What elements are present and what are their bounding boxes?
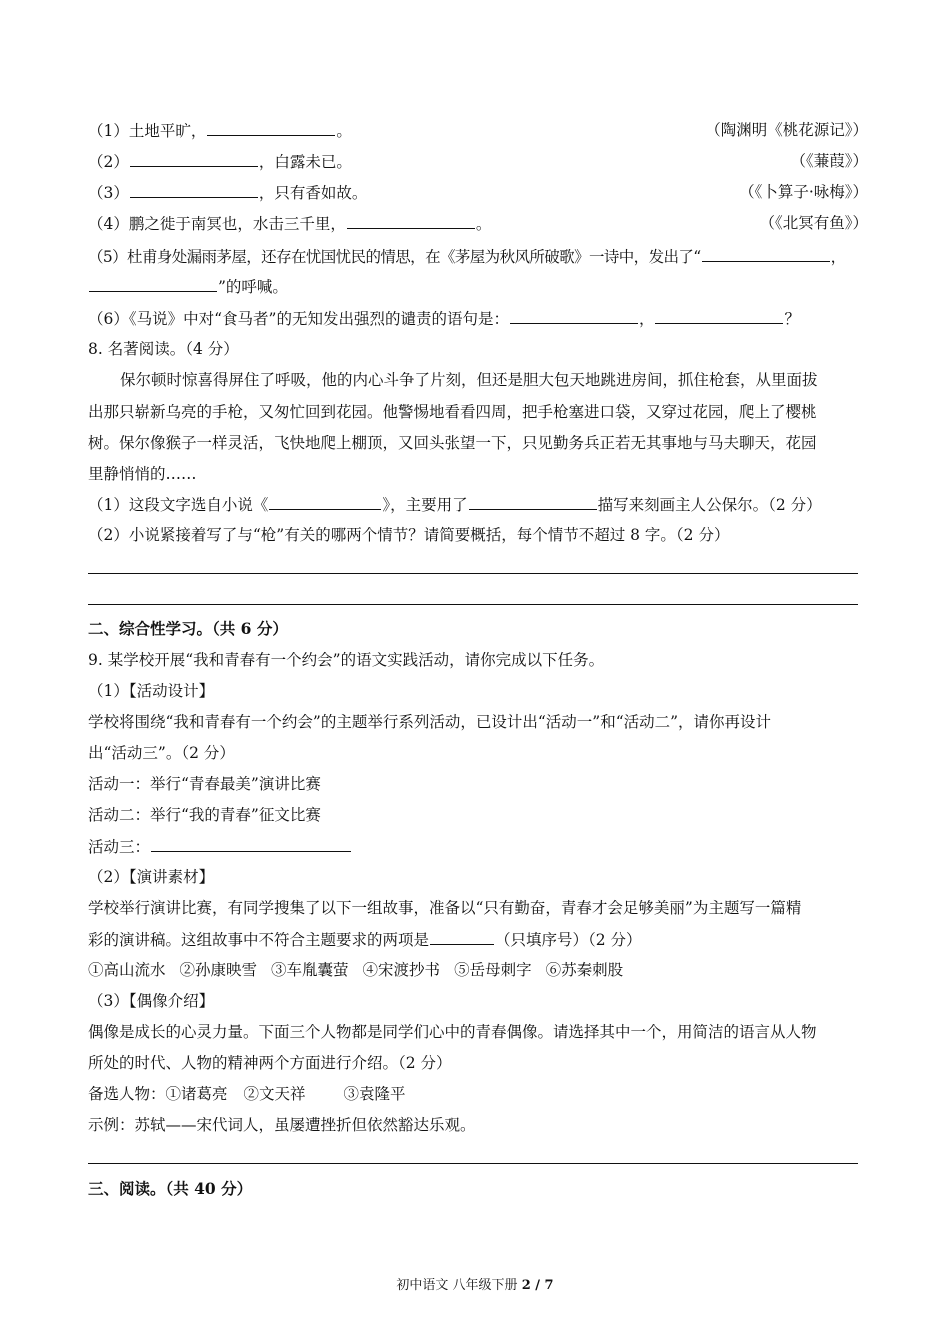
footer-text: 初中语文 八年级下册 [396, 1278, 522, 1293]
q8-passage-line: 里静悄悄的…… [88, 465, 197, 483]
q8-passage-line: 出那只崭新乌亮的手枪，又匆忙回到花园。他警惕地看看四周，把手枪塞进口袋，又穿过花园，爬上了樱桃 [88, 403, 817, 421]
q7-item-5-line2: ”的呼喊。 [88, 274, 868, 298]
story-item: ④宋渡抄书 [362, 961, 441, 979]
story-item: ①高山流水 [88, 961, 166, 979]
source-label: （《北冥有鱼》） [759, 214, 868, 232]
source-label: （陶渊明《桃花源记》） [705, 121, 868, 139]
answer-blank[interactable] [702, 244, 830, 262]
activity-3: 活动三： [88, 834, 868, 858]
part-label: （2）【演讲素材】 [88, 868, 215, 886]
candidate-item: ③袁隆平 [343, 1085, 406, 1103]
story-item: ②孙康映雪 [179, 961, 258, 979]
q7-item-3: （3） ，只有香如故。 （《卜算子·咏梅》） [88, 180, 868, 204]
answer-blank[interactable] [207, 118, 335, 136]
story-list [88, 958, 868, 982]
q7-item-4: （4）鹏之徙于南冥也，水击三千里， 。 （《北冥有鱼》） [88, 211, 868, 235]
q8-passage-line: 树。保尔像猴子一样灵活，飞快地爬上棚顶，又回头张望一下，只见勤务兵正若无其事地与马夫聊天，花园 [88, 434, 817, 452]
page-footer [0, 1276, 950, 1296]
q8-sub-1: （1）这段文字选自小说《 》，主要用了 描写来刻画主人公保尔。（2 分） [88, 492, 868, 516]
part-text: 偶像是成长的心灵力量。下面三个人物都是同学们心中的青春偶像。请选择其中一个，用简洁的语言从人物 [88, 1023, 817, 1041]
story-item: ⑤岳母刺字 [454, 961, 532, 979]
source-label: （《卜算子·咏梅》） [739, 183, 868, 201]
section-heading: 三、阅读。（共 40 分） [88, 1179, 253, 1198]
answer-blank[interactable] [430, 927, 494, 945]
candidate-item: ②文天祥 [243, 1085, 306, 1103]
part-label: （1）【活动设计】 [88, 682, 215, 700]
part-text: 学校举行演讲比赛，有同学搜集了以下一组故事，准备以“只有勤奋，青春才会足够美丽”为主题写一篇精 [88, 899, 802, 917]
q7-item-2: （2） ，白露未已。 （《蒹葭》） [88, 149, 868, 173]
answer-blank[interactable] [89, 274, 217, 292]
story-item: ③车胤囊萤 [271, 961, 349, 979]
source-label: （《蒹葭》） [790, 152, 868, 170]
part-text: 学校将围绕“我和青春有一个约会”的主题举行系列活动，已设计出“活动一”和“活动二”，请你再设计 [88, 713, 772, 731]
q7-item-1: （1）土地平旷， 。 （陶渊明《桃花源记》） [88, 118, 868, 142]
q8-title: 8. 名著阅读。（4 分） [88, 340, 239, 358]
answer-blank[interactable] [510, 306, 638, 324]
candidate-list: 备选人物：①诸葛亮 ②文天祥 ③袁隆平 [88, 1085, 406, 1103]
answer-line[interactable] [88, 573, 858, 574]
answer-line[interactable] [88, 1163, 858, 1164]
candidate-item: ①诸葛亮 [165, 1085, 228, 1103]
answer-blank[interactable] [130, 149, 258, 167]
example-text: 示例：苏轼——宋代词人，虽屡遭挫折但依然豁达乐观。 [88, 1116, 476, 1134]
answer-blank[interactable] [269, 492, 381, 510]
answer-line[interactable] [88, 604, 858, 605]
story-item: ⑥苏秦刺股 [545, 961, 624, 979]
answer-blank[interactable] [347, 211, 475, 229]
part-label: （3）【偶像介绍】 [88, 992, 215, 1010]
q8-passage-line: 保尔顿时惊喜得屏住了呼吸，他的内心斗争了片刻，但还是胆大包天地跳进房间，抓住枪套，从里面拔 [120, 371, 818, 389]
part-text: 出“活动三”。（2 分） [88, 744, 235, 762]
q7-item-5-line1: （5）杜甫身处漏雨茅屋，还存在忧国忧民的情思，在《茅屋为秋风所破歌》一诗中，发出了“ ， [88, 244, 868, 268]
page-number: 2 / 7 [521, 1278, 554, 1293]
answer-blank[interactable] [469, 492, 597, 510]
q7-item-6: （6）《马说》中对“食马者”的无知发出强烈的谴责的语句是： ， ？ [88, 306, 868, 330]
activity-1: 活动一：举行“青春最美”演讲比赛 [88, 775, 321, 793]
q8-sub-2: （2）小说紧接着写了与“枪”有关的哪两个情节？请简要概括，每个情节不超过 8 字。（2 分） [88, 526, 730, 544]
q9-title: 9. 某学校开展“我和青春有一个约会”的语文实践活动，请你完成以下任务。 [88, 651, 605, 669]
answer-blank[interactable] [655, 306, 783, 324]
part-text: 所处的时代、人物的精神两个方面进行介绍。（2 分） [88, 1054, 452, 1072]
section-heading: 二、综合性学习。（共 6 分） [88, 619, 288, 638]
part-text: 彩的演讲稿。这组故事中不符合主题要求的两项是 （只填序号）（2 分） [88, 927, 868, 951]
answer-blank[interactable] [151, 834, 351, 852]
answer-blank[interactable] [130, 180, 258, 198]
activity-2: 活动二：举行“我的青春”征文比赛 [88, 806, 321, 824]
